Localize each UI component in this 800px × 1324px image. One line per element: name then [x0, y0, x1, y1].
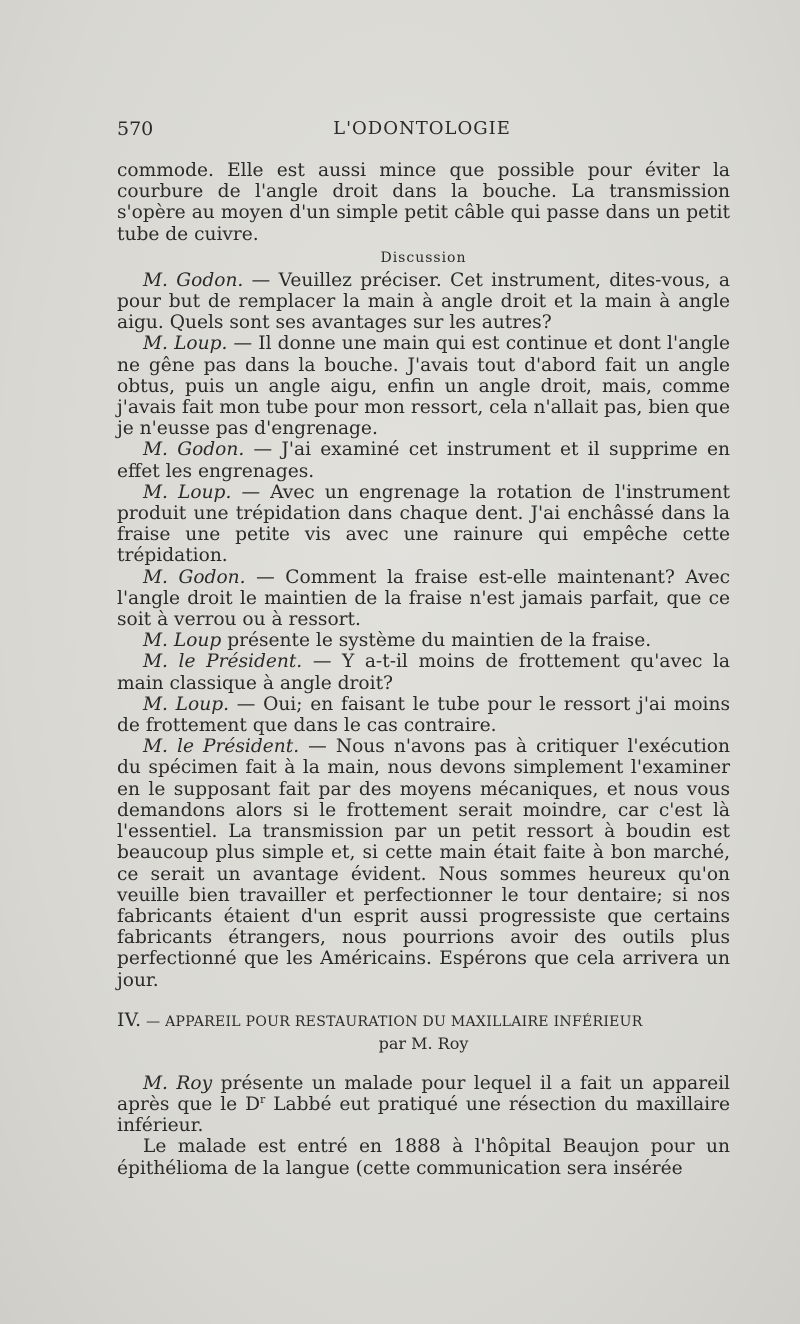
paragraph: [117, 333, 730, 439]
speaker-name: M. Godon.: [143, 269, 244, 291]
speaker-name: M. le Président.: [143, 736, 300, 758]
paragraph: [117, 270, 730, 334]
paragraph-text: présente un malade pour lequel il a fait un appareil après que le D: [117, 1072, 730, 1115]
paragraph: [117, 482, 730, 567]
paragraph-text: — J'ai examiné cet instrument et il supprime en effet les engrenages.: [117, 439, 730, 482]
paragraph: commode. Elle est aussi mince que possible pour éviter la courbure de l'angle droit dans la bouche. La transmission s'opère au moyen d'un simple petit câble qui passe dans un petit tube de cuivre.: [117, 160, 730, 245]
section-title: [117, 1010, 730, 1033]
paragraph: [117, 439, 730, 481]
section-byline: par M. Roy: [378, 1033, 469, 1053]
paragraph: [117, 630, 730, 651]
paragraph: [117, 567, 730, 631]
speaker-name: M. Roy: [143, 1072, 213, 1094]
speaker-name: M. Loup.: [143, 333, 228, 355]
paragraph: [117, 1073, 730, 1137]
superscript: r: [260, 1092, 266, 1106]
paragraph-text: — Veuillez préciser. Cet instrument, dites-vous, a pour but de remplacer la main à angle droit et la main à angle aigu. Quels sont ses avantages sur les autres?: [117, 269, 730, 334]
paragraph: [117, 736, 730, 990]
speaker-name: M. le Président.: [143, 651, 303, 673]
body-text: [117, 160, 730, 1179]
section-number: IV.: [117, 1009, 142, 1031]
page-number: 570: [117, 118, 154, 140]
speaker-name: M. Godon.: [143, 566, 246, 588]
paragraph-text: — Comment la fraise est-elle maintenant? Avec l'angle droit le maintien de la fraise n'est jamais parfait, que ce soit à verrou ou à ressort.: [117, 566, 730, 631]
paragraph: [117, 694, 730, 736]
paragraph: Le malade est entré en 1888 à l'hôpital Beaujon pour un épithélioma de la langue (cette communication sera insérée: [117, 1136, 730, 1179]
spacer: [117, 1054, 730, 1073]
running-head: [117, 118, 727, 148]
paragraph-text: — Nous n'avons pas à critiquer l'exécution du spécimen fait à la main, nous devons simplement l'examiner en le supposant fait par des moyens mécaniques, et nous vous demandons alors si le frottement serait moindre, car c'est là l'essentiel. La transmission par un petit ressort à boudin est beaucoup plus simple et, si cette main était faite à bon marché, ce serait un avantage évident. Nous sommes heureux qu'on veuille bien travailler et perfectionner le tour dentaire; si nos fabricants étaient d'un esprit aussi progressiste que certains fabricants étrangers, nous pourrions avoir des outils plus perfectionné que les Américains. Espérons que cela arrivera un jour.: [117, 736, 730, 991]
paragraph-text: Labbé eut pratiqué une résection du maxillaire inférieur.: [117, 1093, 730, 1137]
paragraph-text: présente le système du maintien de la fraise.: [221, 630, 652, 652]
running-title: L'ODONTOLOGIE: [333, 118, 511, 139]
speaker-name: M. Godon.: [143, 439, 245, 461]
speaker-name: M. Loup.: [143, 481, 232, 503]
paragraph: [117, 651, 730, 693]
speaker-name: M. Loup: [143, 630, 222, 652]
paragraph-text: — Avec un engrenage la rotation de l'instrument produit une trépidation dans chaque dent. J'ai enchâssé dans la fraise une petite vis avec une rainure qui empêche cette trépidation.: [117, 481, 730, 567]
section-heading: [117, 1010, 730, 1054]
paragraph-text: — Il donne une main qui est continue et dont l'angle ne gêne pas dans la bouche. J'avais tout d'abord fait un angle obtus, puis un angle aigu, enfin un angle droit, mais, comme j'avais fait mon tube pour mon ressort, cela n'allait pas, bien que je n'eusse pas d'engrenage.: [117, 333, 730, 440]
section-title-text: — APPAREIL POUR RESTAURATION DU MAXILLAIRE INFÉRIEUR: [141, 1013, 643, 1030]
speaker-name: M. Loup.: [143, 693, 230, 715]
paragraph-text: — Y a-t-il moins de frottement qu'avec la main classique à angle droit?: [117, 651, 730, 694]
paragraph-text: — Oui; en faisant le tube pour le ressort j'ai moins de frottement que dans le cas contraire.: [117, 693, 730, 737]
discussion-heading: Discussion: [380, 249, 467, 266]
